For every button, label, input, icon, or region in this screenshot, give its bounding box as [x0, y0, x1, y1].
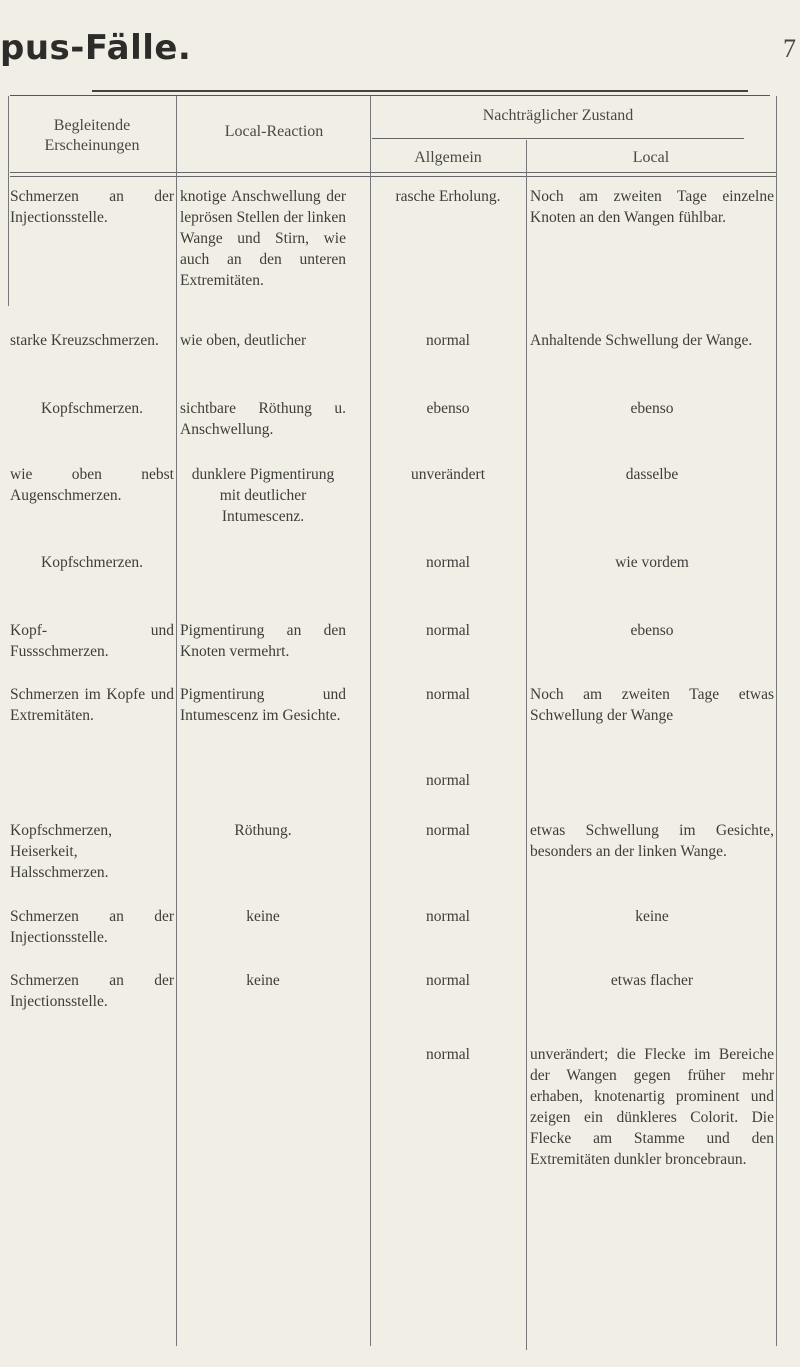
row-9-allgemein: normal — [426, 822, 470, 839]
col-divider-1 — [176, 96, 177, 1346]
row-3-allgemein: ebenso — [426, 400, 470, 417]
row-9-local-reaction: Röthung. — [234, 822, 292, 839]
row-5-begleitende: Kopfschmerzen. — [41, 554, 143, 571]
header-rule-double — [10, 176, 776, 177]
row-2-local: Anhaltende Schwellung der Wange. — [530, 332, 753, 349]
row-10-local-reaction: keine — [246, 908, 280, 925]
row-7-local-reaction: Pigmentirung und Intumescenz im Gesichte. — [180, 686, 346, 724]
header-col-allgemein: Allgemein — [414, 149, 482, 166]
row-7-local: Noch am zweiten Tage etwas Schwellung der Wange — [530, 686, 774, 724]
row-1-begleitende: Schmerzen an der Injectionsstelle. — [10, 188, 174, 226]
row-6-local-reaction: Pigmentirung an den Knoten vermehrt. — [180, 622, 346, 660]
row-3-begleitende: Kopfschmerzen. — [41, 400, 143, 417]
top-rule-thick — [92, 90, 748, 92]
header-col-local: Local — [632, 149, 670, 166]
row-3-local-reaction: sichtbare Röthung u. Anschwellung. — [180, 400, 346, 438]
row-4-local: dasselbe — [625, 466, 679, 483]
row-2-allgemein: normal — [426, 332, 470, 349]
row-12-local: unverändert; die Flecke im Bereiche der Wangen gegen früher mehr erhaben, knotenartig prominent und zeigen ein dünkleres Colorit. Die Flecke am Stamme und den Extremitäten dunkler broncebraun. — [530, 1046, 774, 1168]
header-col-begleitende: Begleitende Erscheinungen — [44, 117, 140, 154]
row-10-local: keine — [635, 908, 669, 925]
row-5-allgemein: normal — [426, 554, 470, 571]
top-rule — [10, 95, 770, 96]
row-11-local-reaction: keine — [246, 972, 280, 989]
row-1-allgemein: rasche Erholung. — [395, 188, 501, 205]
header-group-nachtraeglich: Nachträglicher Zustand — [482, 107, 634, 124]
row-10-begleitende: Schmerzen an der Injectionsstelle. — [10, 908, 174, 946]
row-6-begleitende: Kopf- und Fussschmerzen. — [10, 622, 174, 660]
row-4-begleitende: wie oben nebst Augenschmerzen. — [10, 466, 174, 504]
running-head: pus-Fälle. — [0, 28, 192, 68]
col-divider-3 — [526, 140, 527, 1350]
header-col-local-reaction: Local-Reaction — [224, 123, 324, 140]
row-12-allgemein: normal — [426, 1046, 470, 1063]
row-3-local: ebenso — [630, 400, 674, 417]
row-4-allgemein: unverändert — [410, 466, 486, 483]
row-11-begleitende: Schmerzen an der Injectionsstelle. — [10, 972, 174, 1010]
row-6-local: ebenso — [630, 622, 674, 639]
header-rule — [10, 172, 776, 173]
col-divider-right — [776, 96, 777, 1346]
row-1-local-reaction: knotige Anschwellung der leprösen Stellen der linken Wange und Stirn, wie auch an den unteren Extremitäten. — [180, 188, 346, 289]
row-6-allgemein: normal — [426, 622, 470, 639]
row-11-allgemein: normal — [426, 972, 470, 989]
row-10-allgemein: normal — [426, 908, 470, 925]
row-9-local: etwas Schwellung im Gesichte, besonders an der linken Wange. — [530, 822, 774, 860]
col-divider-left — [8, 96, 9, 306]
col-divider-2 — [370, 96, 371, 1346]
row-11-local: etwas flacher — [610, 972, 694, 989]
row-9-begleitende: Kopfschmerzen, Heiserkeit, Halsschmerzen. — [10, 822, 112, 881]
group-header-rule — [372, 138, 744, 139]
row-7-allgemein: normal — [426, 686, 470, 703]
page-number: 7 — [783, 34, 796, 63]
row-1-local: Noch am zweiten Tage einzelne Knoten an den Wangen fühlbar. — [530, 188, 774, 226]
row-2-local-reaction: wie oben, deutlicher — [180, 332, 307, 349]
row-4-local-reaction: dunklere Pigmentirung mit deutlicher Intumescenz. — [191, 466, 335, 525]
row-7-begleitende: Schmerzen im Kopfe und Extremitäten. — [10, 686, 174, 724]
row-5-local: wie vordem — [615, 554, 689, 571]
row-2-begleitende: starke Kreuzschmerzen. — [10, 332, 159, 349]
row-8-allgemein: normal — [426, 772, 470, 789]
